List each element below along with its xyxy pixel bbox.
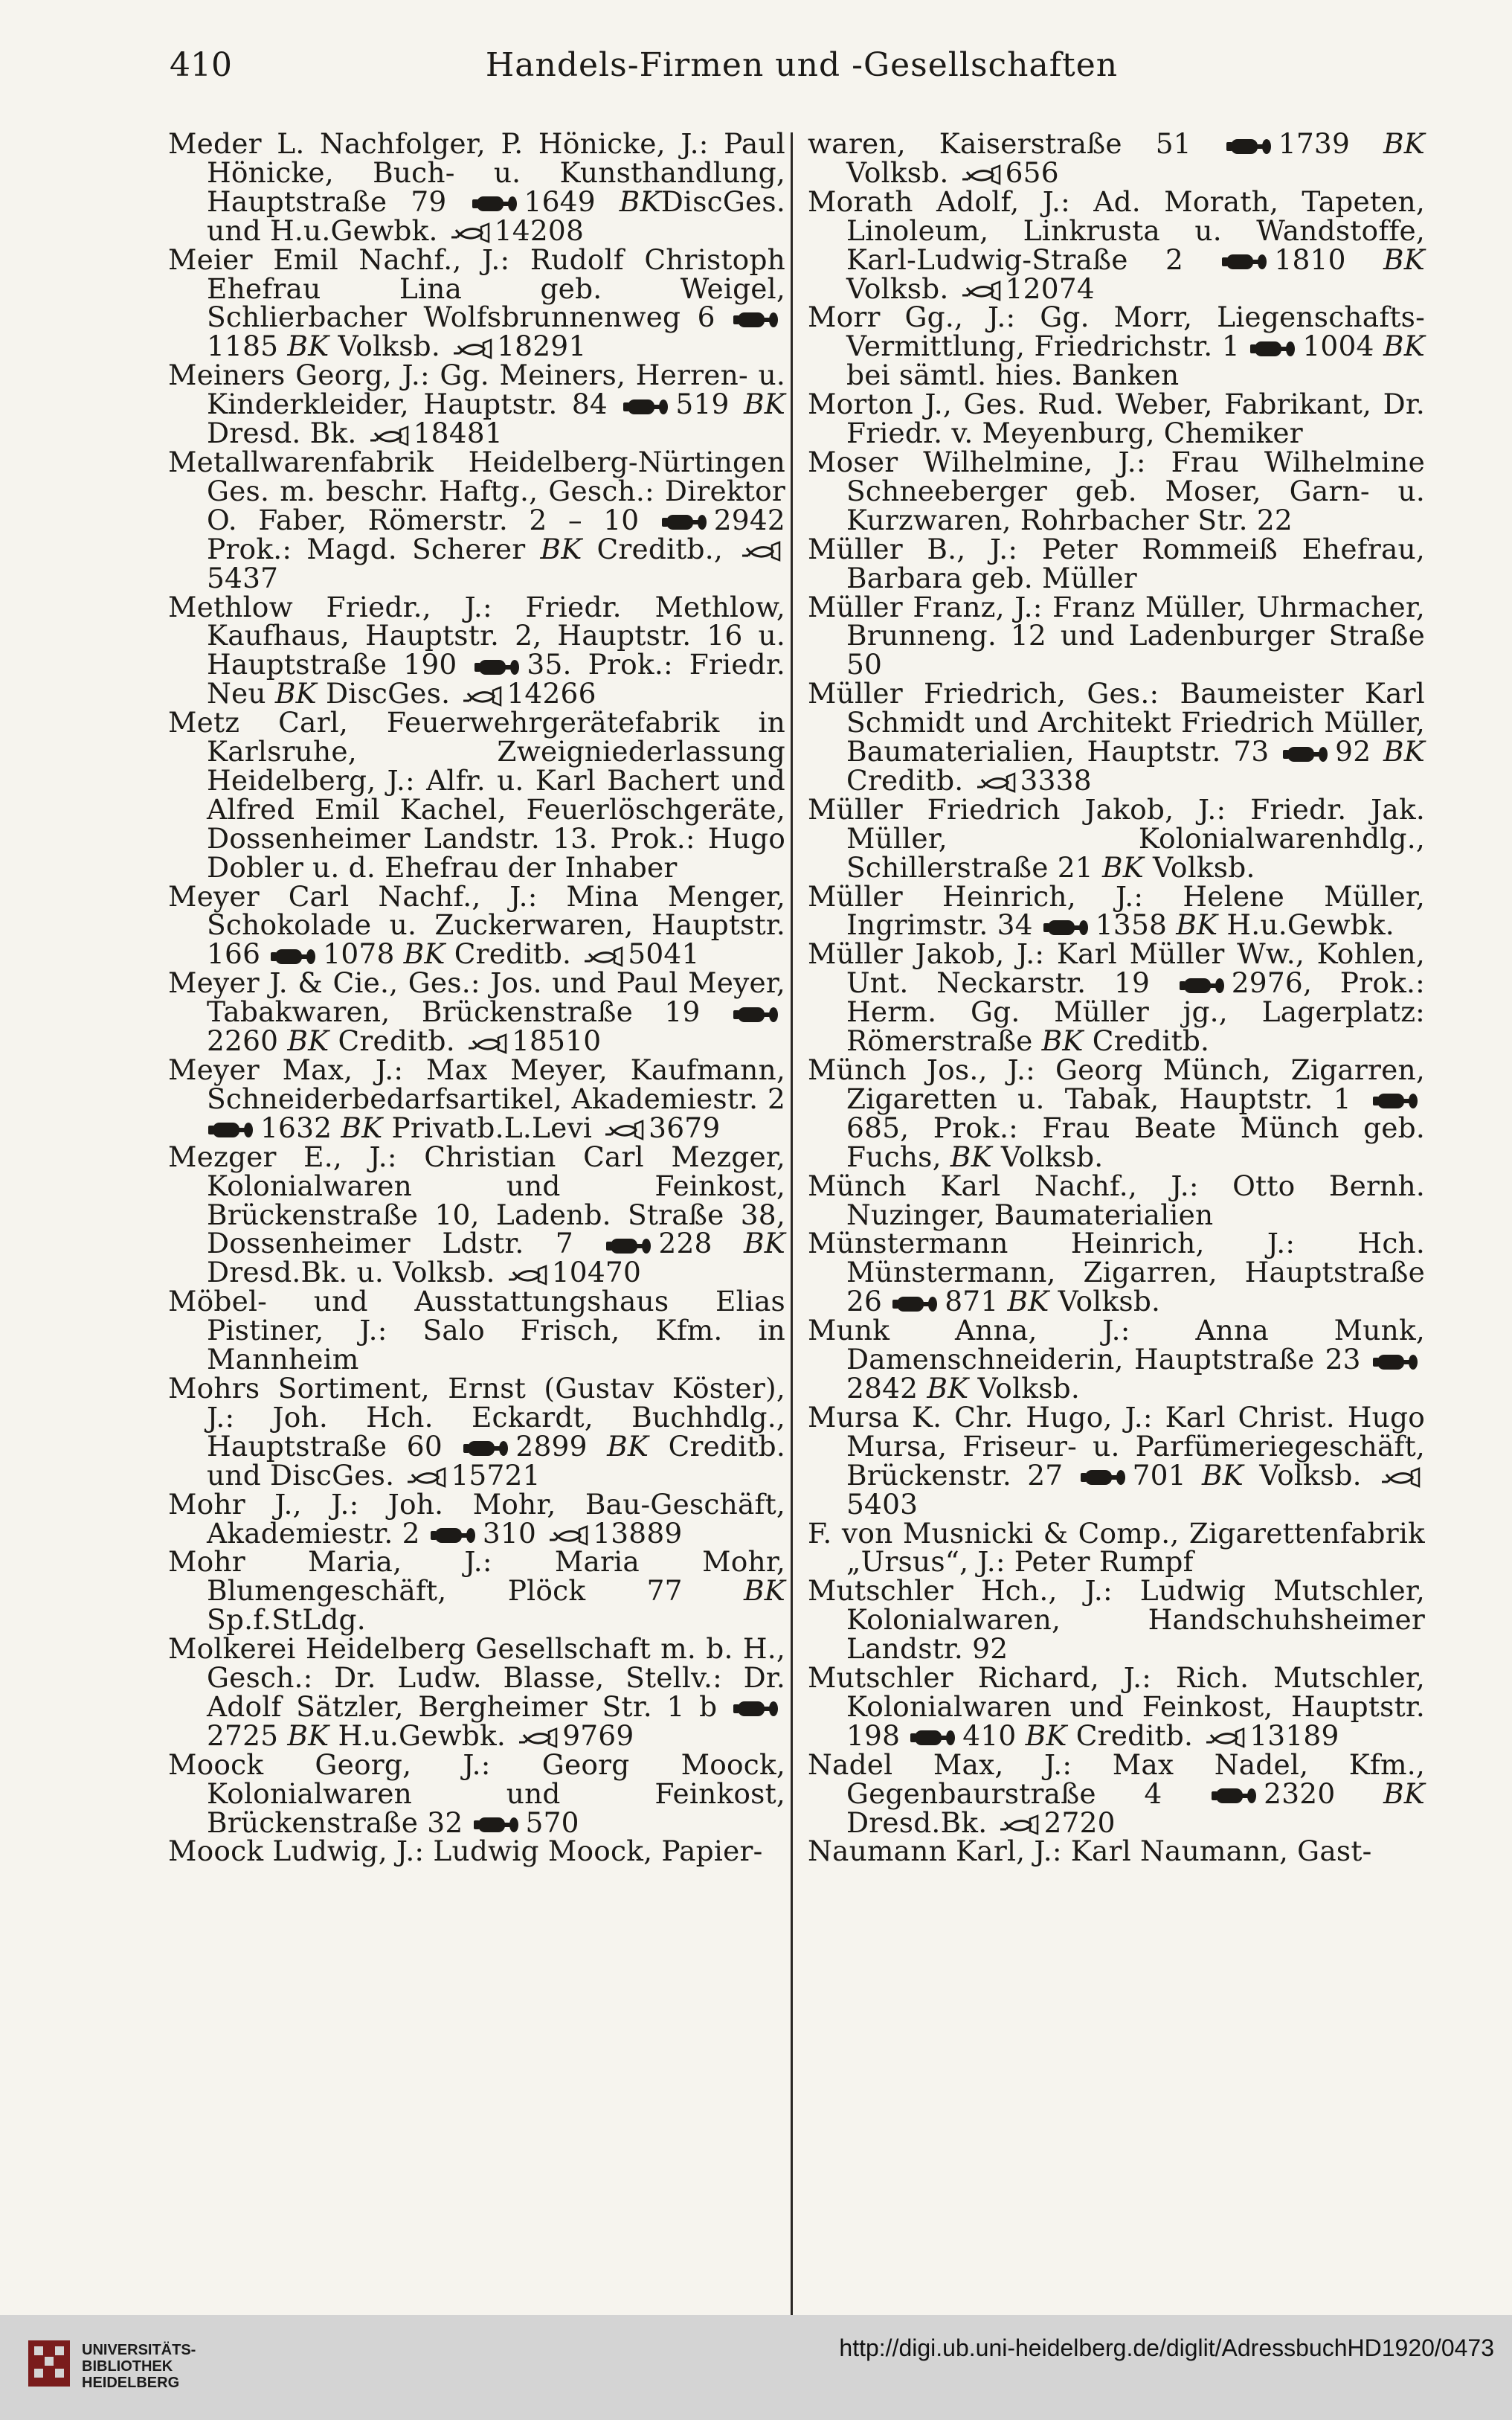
entry-text: Meyer Max, J.: Max Meyer, Kaufmann, Schneiderbedarfsartikel, Akademiestr. 2: [168, 1053, 785, 1115]
directory-entry: [808, 1229, 1425, 1316]
telephone-icon: [1180, 974, 1226, 998]
directory-entry: [168, 1371, 785, 1492]
entry-text: 35. Prok.: Friedr. Neu: [207, 648, 785, 710]
right-column: [808, 129, 1425, 1866]
bank-account-label: BK: [1383, 127, 1425, 160]
telephone-icon: [662, 510, 708, 534]
bank-account-label: BK: [1176, 908, 1218, 942]
bank-account-label: BK: [744, 1227, 785, 1260]
entry-text: 2720: [1043, 1806, 1116, 1839]
directory-entry: [168, 361, 785, 448]
directory-entry: [808, 1400, 1425, 1521]
post-horn-icon: [506, 1265, 547, 1286]
entry-text: waren, Kaiserstraße 51: [808, 127, 1225, 160]
bank-account-label: BK: [1041, 1024, 1084, 1058]
entry-text: Naumann Karl, J.: Karl Naumann, Gast-: [808, 1835, 1372, 1868]
entry-text: Creditb.: [1067, 1718, 1203, 1752]
entry-text: Volksb.: [846, 155, 958, 189]
entry-text: Morton J., Ges. Rud. Weber, Fabrikant, Dr. Friedr. v. Meyenburg, Chemiker: [808, 388, 1425, 450]
directory-entry: [168, 1140, 785, 1289]
directory-entry: [808, 1053, 1425, 1173]
bank-account-label: BK: [607, 1429, 649, 1463]
bank-account-label: BK: [403, 937, 445, 971]
entry-text: Mursa K. Chr. Hugo, J.: Karl Christ. Hugo Mursa, Friseur- u. Parfümeriegeschäft, Brückenstr. 27: [808, 1400, 1425, 1492]
telephone-icon: [910, 1726, 956, 1750]
entry-text: DiscGes.: [316, 677, 460, 710]
entry-text: 871: [945, 1285, 1008, 1318]
entry-text: Volksb.: [991, 1140, 1104, 1173]
post-horn-icon: [602, 1120, 644, 1140]
entry-text: Mohr Maria, J.: Maria Mohr, Blumengeschäft, Plöck 77: [168, 1545, 785, 1608]
entry-text: Moock Ludwig, J.: Ludwig Moock, Papier-: [168, 1835, 763, 1868]
bank-account-label: BK: [744, 388, 786, 421]
entry-text: Mohrs Sortiment, Ernst (Gustav Köster), J.: Joh. Hch. Eckardt, Buchhdlg., Hauptstraße 60: [168, 1371, 785, 1463]
entry-text: Meyer J. & Cie., Ges.: Jos. und Paul Meyer, Tabakwaren, Brückenstraße 19: [168, 966, 785, 1029]
bank-account-label: BK: [287, 1024, 329, 1058]
post-horn-icon: [460, 686, 502, 707]
directory-entry: [168, 1487, 785, 1550]
entry-text: Munk Anna, J.: Anna Munk, Damenschneiderin, Hauptstraße 23: [808, 1314, 1425, 1376]
entry-text: Mutschler Richard, J.: Rich. Mutschler, Kolonialwaren und Feinkost, Hauptstr. 198: [808, 1661, 1425, 1752]
entry-text: 410: [962, 1718, 1026, 1752]
entry-text: Privatb.L.Levi: [382, 1111, 602, 1144]
entry-text: Volksb.: [1049, 1285, 1161, 1318]
entry-text: 2320: [1264, 1777, 1384, 1810]
directory-entry: [808, 1516, 1425, 1579]
entry-text: Müller Jakob, J.: Karl Müller Ww., Kohlen, Unt. Neckarstr. 19: [808, 937, 1425, 1000]
entry-text: 18510: [512, 1024, 602, 1058]
telephone-icon: [474, 1813, 520, 1837]
left-column: [168, 129, 785, 1866]
telephone-icon: [1222, 250, 1268, 274]
entry-text: Müller Heinrich, J.: Helene Müller, Ingrimstr. 34: [808, 879, 1425, 942]
entry-text: Müller Franz, J.: Franz Müller, Uhrmacher, Brunneng. 12 und Ladenburger Straße 50: [808, 590, 1425, 681]
entry-text: 13189: [1249, 1718, 1339, 1752]
bank-account-label: BK: [1383, 735, 1425, 768]
bank-account-label: BK: [1383, 1777, 1426, 1810]
entry-text: Müller B., J.: Peter Rommeiß Ehefrau, Barbara geb. Müller: [808, 532, 1425, 594]
telephone-icon: [431, 1524, 477, 1547]
entry-text: Dresd. Bk.: [207, 417, 366, 450]
entry-text: 18291: [497, 330, 587, 363]
entry-text: Creditb.: [329, 1024, 464, 1058]
post-horn-icon: [466, 1033, 507, 1054]
entry-text: Mutschler Hch., J.: Ludwig Mutschler, Kolonialwaren, Handschuhsheimer Landstr. 92: [808, 1574, 1425, 1666]
page-number: 410: [170, 46, 232, 84]
directory-entry: [168, 129, 785, 245]
directory-entry: [168, 1837, 785, 1866]
bank-account-label: BK: [1007, 1285, 1049, 1318]
telephone-icon: [606, 1234, 652, 1258]
bank-account-label: BK: [1383, 243, 1425, 276]
entry-text: Volksb.: [1143, 850, 1255, 884]
entry-text: Methlow Friedr., J.: Friedr. Methlow, Kaufhaus, Hauptstr. 2, Hauptstr. 16 u. Hauptstraße 190: [168, 590, 785, 681]
directory-entry: [168, 1747, 785, 1839]
telephone-icon: [1283, 742, 1329, 766]
entry-text: 1078: [323, 937, 404, 971]
entry-text: 15721: [451, 1458, 541, 1492]
telephone-icon: [1226, 135, 1273, 158]
telephone-icon: [1043, 916, 1090, 940]
entry-text: 14266: [506, 677, 596, 710]
directory-entry: [808, 445, 1425, 536]
bank-account-label: BK: [744, 1574, 785, 1608]
entry-text: Metz Carl, Feuerwehrgerätefabrik in Karlsruhe, Zweigniederlassung Heidelberg, J.: Alfr. u. Karl Bachert und Alfred Emil Kachel, Feuerlöschgeräte, Dossenheimer Landstr. 13. Prok.: Hugo Dobler u. d. Ehefrau der Inhaber: [168, 706, 785, 884]
entry-text: Volksb.: [846, 272, 958, 305]
entry-text: 685, Prok.: Frau Beate Münch geb. Fuchs,: [846, 1111, 1425, 1173]
entry-text: Münstermann Heinrich, J.: Hch. Münstermann, Zigarren, Hauptstraße 26: [808, 1227, 1425, 1318]
entry-text: Morath Adolf, J.: Ad. Morath, Tapeten, Linoleum, Linkrusta u. Wandstoffe, Karl-Ludwig-Straße 2: [808, 184, 1425, 276]
bank-account-label: BK: [1202, 1458, 1244, 1492]
entry-text: Meder L. Nachfolger, P. Hönicke, J.: Paul Hönicke, Buch- u. Kunsthandlung, Hauptstraße 79: [168, 127, 785, 218]
column-divider: [791, 132, 793, 2323]
bank-account-label: BK: [950, 1140, 992, 1173]
library-logo-icon: [27, 2339, 71, 2388]
bank-account-label: BK: [1025, 1718, 1067, 1752]
telephone-icon: [733, 1697, 779, 1721]
footer-bar: [0, 2315, 1512, 2420]
post-horn-icon: [582, 946, 623, 967]
entry-text: 92: [1335, 735, 1384, 768]
bank-account-label: BK: [274, 677, 317, 710]
entry-text: H.u.Gewbk.: [329, 1718, 515, 1752]
telephone-icon: [1373, 1350, 1419, 1374]
entry-text: 9769: [562, 1718, 634, 1752]
entry-text: Mohr J., J.: Joh. Mohr, Bau-Geschäft, Akademiestr. 2: [168, 1487, 785, 1550]
entry-text: Creditb.: [1083, 1024, 1210, 1058]
telephone-icon: [1250, 337, 1296, 361]
entry-text: 5437: [207, 561, 279, 594]
telephone-icon: [463, 1437, 509, 1460]
entry-text: Volksb.: [1244, 1458, 1378, 1492]
entry-text: 2260: [207, 1024, 288, 1058]
bank-account-label: BK: [341, 1111, 383, 1144]
directory-entry: [808, 879, 1425, 942]
directory-entry: [808, 590, 1425, 681]
directory-entry: [808, 1747, 1426, 1839]
post-horn-icon: [959, 280, 1001, 301]
directory-entry: [168, 445, 785, 594]
bank-account-label: BK: [540, 532, 582, 565]
bank-account-label: BK: [1383, 330, 1425, 363]
directory-entry: [168, 966, 785, 1058]
entry-text: 10470: [551, 1256, 641, 1289]
directory-entry: [168, 590, 785, 710]
entry-text: 570: [525, 1806, 579, 1839]
directory-entry: [808, 1169, 1425, 1231]
bank-account-label: BK: [619, 184, 661, 218]
telephone-icon: [623, 395, 669, 419]
entry-text: 2842: [846, 1371, 927, 1405]
entry-text: 2899: [515, 1429, 608, 1463]
entry-text: Möbel- und Ausstattungshaus Elias Pistiner, J.: Salo Frisch, Kfm. in Mannheim: [168, 1285, 785, 1376]
post-horn-icon: [739, 541, 781, 562]
directory-entry: [808, 1663, 1425, 1750]
bank-account-label: BK: [1101, 850, 1144, 884]
telephone-icon: [733, 1003, 779, 1027]
entry-text: 1004: [1302, 330, 1384, 363]
telephone-icon: [1081, 1466, 1127, 1489]
entry-text: 519: [675, 388, 744, 421]
post-horn-icon: [1379, 1467, 1421, 1488]
telephone-icon: [472, 192, 518, 216]
entry-text: Meiners Georg, J.: Gg. Meiners, Herren- u. Kinderkleider, Hauptstr. 84: [168, 359, 785, 421]
directory-entry: [808, 184, 1425, 305]
entry-text: DiscGes. und H.u.Gewbk.: [207, 184, 786, 247]
entry-text: Mezger E., J.: Christian Carl Mezger, Kolonialwaren und Feinkost, Brückenstraße 10, Ladenb. Straße 38, Dossenheimer Ldstr. 7: [168, 1140, 785, 1260]
post-horn-icon: [367, 426, 409, 446]
entry-text: 2976, Prok.: Herm. Gg. Müller jg., Lagerplatz: Römerstraße: [846, 966, 1425, 1058]
entry-text: Molkerei Heidelberg Gesellschaft m. b. H., Gesch.: Dr. Ludw. Blasse, Stellv.: Dr. Adolf Sätzler, Bergheimer Str. 1 b: [168, 1632, 785, 1723]
entry-text: 701: [1132, 1458, 1203, 1492]
entry-text: Müller Friedrich, Ges.: Baumeister Karl Schmidt und Architekt Friedrich Müller, Baumaterialien, Hauptstr. 73: [808, 677, 1425, 768]
library-name: UNIVERSITÄTS- BIBLIOTHEK HEIDELBERG: [82, 2342, 196, 2391]
entry-text: Münch Karl Nachf., J.: Otto Bernh. Nuzinger, Baumaterialien: [808, 1169, 1425, 1231]
telephone-icon: [1212, 1784, 1258, 1808]
entry-text: 656: [1005, 155, 1059, 189]
entry-text: Moock Georg, J.: Georg Moock, Kolonialwaren und Feinkost, Brückenstraße 32: [168, 1747, 785, 1839]
directory-entry: [808, 1837, 1425, 1866]
entry-text: Sp.f.StLdg.: [207, 1603, 366, 1637]
entry-text: Volksb.: [329, 330, 450, 363]
entry-text: Metallwarenfabrik Heidelberg-Nürtingen Ges. m. beschr. Haftg., Gesch.: Direktor O. Faber, Römerstr. 2 – 10: [168, 445, 785, 536]
bank-account-label: BK: [287, 1718, 329, 1752]
telephone-icon: [1373, 1089, 1419, 1113]
directory-entry: [168, 1053, 785, 1144]
entry-text: Creditb.: [445, 937, 581, 971]
entry-text: 5041: [628, 937, 700, 971]
directory-entry: [168, 708, 785, 882]
entry-text: Müller Friedrich Jakob, J.: Friedr. Jak. Müller, Kolonialwarenhdlg., Schillerstraße 21: [808, 792, 1425, 884]
entry-text: 1649: [524, 184, 620, 218]
directory-entry: [808, 1316, 1425, 1403]
entry-text: 1810: [1274, 243, 1384, 276]
entry-text: 12074: [1005, 272, 1095, 305]
entry-text: Münch Jos., J.: Georg Münch, Zigarren, Zigaretten u. Tabak, Hauptstr. 1: [808, 1053, 1425, 1115]
directory-entry: [168, 1634, 785, 1750]
telephone-icon: [474, 655, 521, 679]
entry-text: 5403: [846, 1487, 919, 1521]
entry-text: Morr Gg., J.: Gg. Morr, Liegenschafts-Vermittlung, Friedrichstr. 1: [808, 301, 1425, 363]
telephone-icon: [892, 1292, 939, 1316]
entry-text: Volksb.: [968, 1371, 1080, 1405]
entry-text: Meier Emil Nachf., J.: Rudolf Christoph Ehefrau Lina geb. Weigel, Schlierbacher Wolfsbrunnenweg 6: [168, 243, 785, 334]
entry-text: Dresd.Bk.: [846, 1806, 997, 1839]
entry-text: 1185: [207, 330, 288, 363]
directory-entry: [168, 245, 785, 362]
entry-text: 1739: [1278, 127, 1384, 160]
post-horn-icon: [997, 1814, 1039, 1835]
entry-text: Creditb.,: [582, 532, 739, 565]
post-horn-icon: [448, 222, 490, 243]
entry-text: 18481: [413, 417, 503, 450]
post-horn-icon: [516, 1727, 558, 1748]
telephone-icon: [208, 1118, 254, 1142]
telephone-icon: [733, 308, 779, 332]
entry-text: Nadel Max, J.: Max Nadel, Kfm., Gegenbaurstraße 4: [808, 1747, 1425, 1810]
directory-entry: [168, 1545, 785, 1637]
entry-text: 13889: [593, 1516, 683, 1550]
directory-entry: [168, 879, 785, 971]
entry-text: 2942 Prok.: Magd. Scherer: [207, 503, 785, 565]
page-header: [170, 46, 1434, 98]
entry-text: 3338: [1020, 763, 1092, 797]
entry-text: Dresd.Bk. u. Volksb.: [207, 1256, 504, 1289]
entry-text: 14208: [494, 214, 585, 247]
post-horn-icon: [405, 1467, 446, 1488]
directory-entry: [808, 679, 1425, 795]
post-horn-icon: [451, 338, 492, 359]
directory-entry: [808, 390, 1425, 448]
directory-entry: [808, 1574, 1425, 1666]
entry-text: F. von Musnicki & Comp., Zigarettenfabrik „Ursus“, J.: Peter Rumpf: [808, 1516, 1425, 1579]
directory-entry: [808, 792, 1425, 884]
directory-entry: [808, 129, 1425, 187]
page-title: Handels-Firmen und -Gesellschaften: [485, 46, 1119, 84]
directory-entry: [808, 937, 1425, 1058]
entry-text: Meyer Carl Nachf., J.: Mina Menger, Schokolade u. Zuckerwaren, Hauptstr. 166: [168, 879, 785, 971]
directory-entry: [808, 532, 1425, 594]
post-horn-icon: [547, 1525, 588, 1546]
bank-account-label: BK: [287, 330, 329, 363]
telephone-icon: [271, 945, 317, 969]
bank-account-label: BK: [927, 1371, 969, 1405]
directory-entry: [168, 1287, 785, 1374]
post-horn-icon: [1203, 1727, 1245, 1748]
post-horn-icon: [959, 164, 1001, 185]
entry-text: 2725: [207, 1718, 288, 1752]
entry-text: H.u.Gewbk.: [1217, 908, 1394, 942]
entry-text: 1358: [1095, 908, 1177, 942]
directory-entry: [808, 303, 1425, 390]
entry-text: bei sämtl. hies. Banken: [846, 359, 1180, 392]
entry-text: 3679: [649, 1111, 721, 1144]
post-horn-icon: [974, 772, 1016, 793]
entry-text: 228: [658, 1227, 744, 1260]
entry-text: 310: [482, 1516, 546, 1550]
entry-text: Creditb.: [846, 763, 973, 797]
entry-text: Creditb. und DiscGes.: [207, 1429, 785, 1492]
entry-text: Moser Wilhelmine, J.: Frau Wilhelmine Schneeberger geb. Moser, Garn- u. Kurzwaren, Rohrbacher Str. 22: [808, 445, 1425, 536]
entry-text: 1632: [260, 1111, 341, 1144]
source-url-link[interactable]: http://digi.ub.uni-heidelberg.de/diglit/AdressbuchHD1920/0473: [839, 2334, 1494, 2361]
